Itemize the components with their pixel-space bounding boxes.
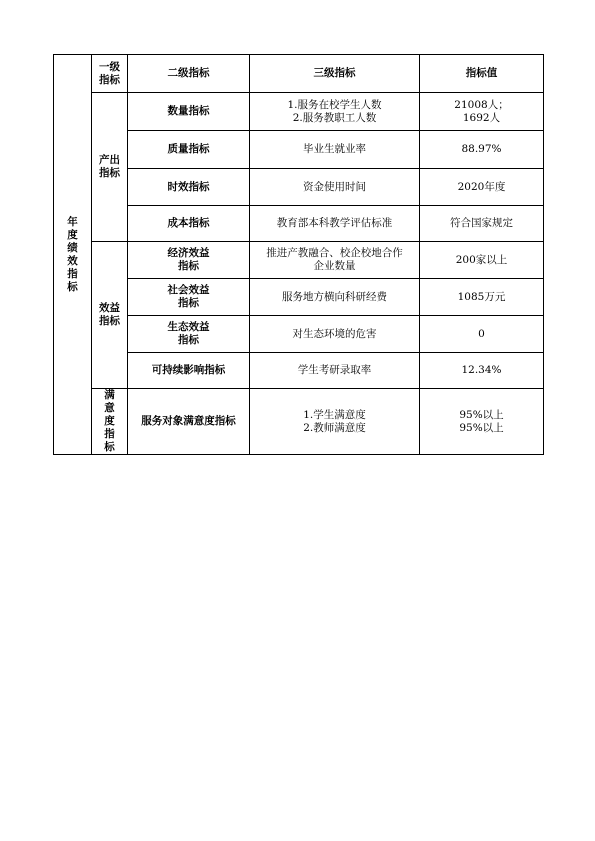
table-row <box>54 389 544 455</box>
timeliness-level3: 资金使用时间 <box>250 169 420 206</box>
table-row <box>54 131 544 169</box>
group-benefit-label: 效益指标 <box>99 302 120 327</box>
social-level3: 服务地方横向科研经费 <box>250 279 420 316</box>
header-level1: 一级指标 <box>92 55 128 93</box>
cost-value: 符合国家规定 <box>420 206 544 242</box>
year-performance-label-cell <box>54 55 92 455</box>
group-benefit-cell <box>92 242 128 389</box>
ecological-value: 0 <box>420 316 544 353</box>
economic-level3: 推进产教融合、校企校地合作 企业数量 <box>250 242 420 279</box>
quality-value: 88.97% <box>420 131 544 169</box>
social-value: 1085万元 <box>420 279 544 316</box>
header-level2: 二级指标 <box>128 55 250 93</box>
ecological-level3: 对生态环境的危害 <box>250 316 420 353</box>
sustainable-value: 12.34% <box>420 353 544 389</box>
table-row <box>54 242 544 279</box>
satisfaction-level3: 1.学生满意度 2.教师满意度 <box>250 389 420 455</box>
timeliness-level2: 时效指标 <box>128 169 250 206</box>
economic-value: 200家以上 <box>420 242 544 279</box>
table-row <box>54 316 544 353</box>
table-row <box>54 206 544 242</box>
year-performance-label: 年度绩效指标 <box>67 215 78 293</box>
performance-indicator-table <box>53 54 544 455</box>
quality-level2: 质量指标 <box>128 131 250 169</box>
table-header-row <box>54 55 544 93</box>
quality-level3: 毕业生就业率 <box>250 131 420 169</box>
cost-level2: 成本指标 <box>128 206 250 242</box>
group-output-cell <box>92 93 128 242</box>
header-level3: 三级指标 <box>250 55 420 93</box>
sustainable-level2: 可持续影响指标 <box>128 353 250 389</box>
cost-level3: 教育部本科教学评估标准 <box>250 206 420 242</box>
header-value: 指标值 <box>420 55 544 93</box>
group-output-label: 产出指标 <box>99 154 120 179</box>
ecological-level2: 生态效益 指标 <box>128 316 250 353</box>
group-satisfaction-label: 满意度指标 <box>104 389 115 453</box>
quantity-level2: 数量指标 <box>128 93 250 131</box>
table-row <box>54 169 544 206</box>
satisfaction-value: 95%以上 95%以上 <box>420 389 544 455</box>
table-row <box>54 279 544 316</box>
timeliness-value: 2020年度 <box>420 169 544 206</box>
social-level2: 社会效益 指标 <box>128 279 250 316</box>
quantity-value: 21008人； 1692人 <box>420 93 544 131</box>
satisfaction-level2: 服务对象满意度指标 <box>128 389 250 455</box>
table-row <box>54 353 544 389</box>
table-row <box>54 93 544 131</box>
group-satisfaction-cell <box>92 389 128 455</box>
sustainable-level3: 学生考研录取率 <box>250 353 420 389</box>
economic-level2: 经济效益 指标 <box>128 242 250 279</box>
quantity-level3: 1.服务在校学生人数 2.服务教职工人数 <box>250 93 420 131</box>
